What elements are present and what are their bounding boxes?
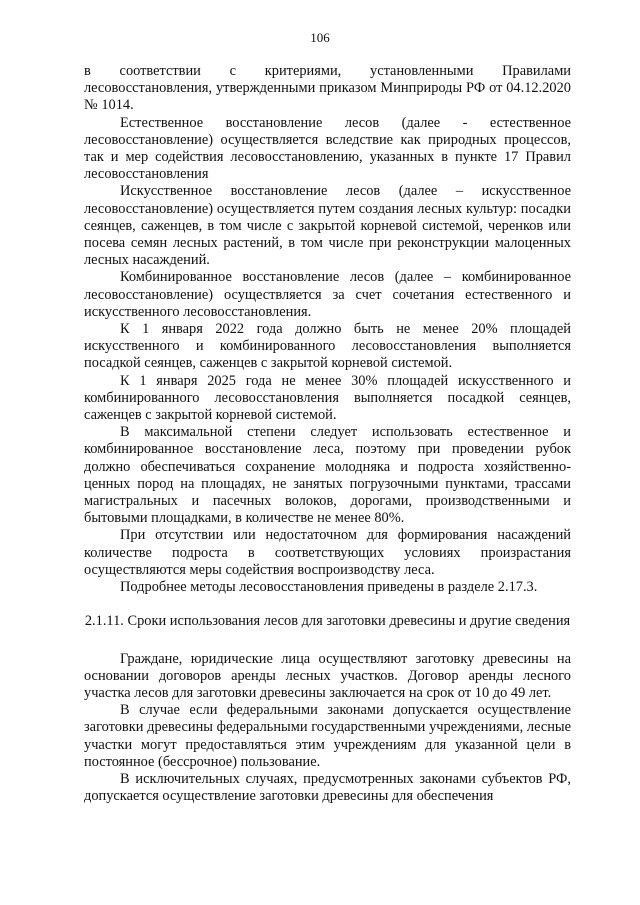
paragraph-exceptional-cases: В исключительных случаях, предусмотренных законами субъектов РФ, допускается осуществление заготовки древесины для обеспечения (84, 770, 571, 805)
paragraph-artificial-restoration: Искусственное восстановление лесов (далее – искусственное лесовосстановление) осуществляется путем создания лесных культур: посадки сеянцев, саженцев, в том числе с закрытой корневой системой, черенков или посева семян лесных растений, в том числе при реконструкции малоценных лесных насаждений. (84, 183, 571, 269)
section-heading: 2.1.11. Сроки использования лесов для заготовки древесины и другие сведения (84, 613, 571, 630)
page-number: 106 (310, 30, 330, 45)
paragraph-preservation: В максимальной степени следует использовать естественное и комбинированное восстановление леса, поэтому при проведении рубок должно обеспечиваться сохранение молодняка и подроста хозяйственно-ценных пород на площадях, не занятых погрузочными пунктами, трассами магистральных и пасечных волоков, дорогами, производственными и бытовыми площадками, в количестве не менее 80%. (84, 424, 571, 527)
paragraph-lease-agreements: Граждане, юридические лица осуществляют заготовку древесины на основании договоров аренды лесных участков. Договор аренды лесного участка лесов для заготовки древесины заключается на срок от 10 до 49 лет. (84, 650, 571, 701)
paragraph-target-2025: К 1 января 2025 года не менее 30% площадей искусственного и комбинированного лесовосстановления выполняется посадкой сеянцев, саженцев с закрытой корневой системой. (84, 372, 571, 424)
paragraph-combined-restoration: Комбинированное восстановление лесов (далее – комбинированное лесовосстановление) осуществляется за счет сочетания естественного и искусственного лесовосстановления. (84, 269, 571, 320)
page-content (84, 63, 571, 805)
paragraph-target-2022: К 1 января 2022 года должно быть не менее 20% площадей искусственного и комбинированного лесовосстановления выполняется посадкой сеянцев, саженцев с закрытой корневой системой. (84, 321, 571, 372)
paragraph-federal-institutions: В случае если федеральными законами допускается осуществление заготовки древесины федеральными государственными учреждениями, лесные участки могут предоставляться этим учреждениям для указанной цели в постоянное (бессрочное) пользование. (84, 702, 571, 770)
paragraph-methods-reference: Подробнее методы лесовосстановления приведены в разделе 2.17.3. (120, 579, 538, 596)
paragraph-natural-restoration: Естественное восстановление лесов (далее - естественное лесовосстановление) осуществляется вследствие как природных процессов, так и мер содействия лесовосстановлению, указанных в пункте 17 Правил лесовосстановления (84, 114, 571, 183)
paragraph-criteria: в соответствии с критериями, установленными Правилами лесовосстановления, утвержденными приказом Минприроды РФ от 04.12.2020 № 1014. (84, 63, 571, 114)
paragraph-assistance-measures: При отсутствии или недостаточном для формирования насаждений количестве подроста в соответствующих условиях произрастания осуществляются меры содействия воспроизводству леса. (84, 527, 571, 578)
